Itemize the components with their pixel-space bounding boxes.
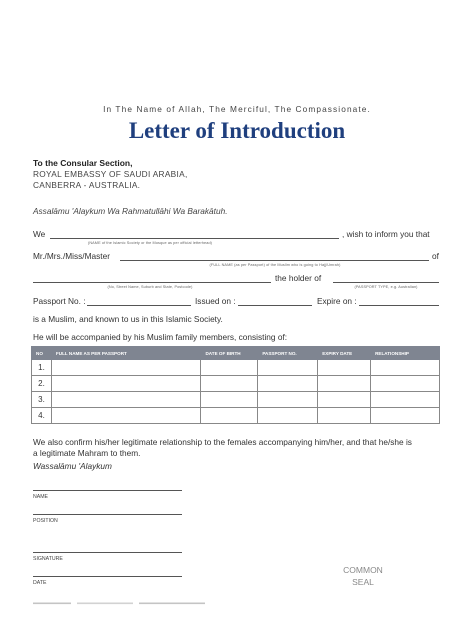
expiry-date-cell[interactable] — [318, 392, 371, 408]
expiry-date-cell[interactable] — [318, 376, 371, 392]
full-name-hint: (FULL NAME (as per Passport) of the Muslim who is going to Hajj/Umrah) — [209, 263, 341, 267]
row-number: 3. — [32, 392, 52, 408]
common-seal-line1: COMMON — [343, 565, 383, 575]
passport-no-cell[interactable] — [258, 376, 318, 392]
expiry-date-cell[interactable] — [318, 408, 371, 424]
closing-salutation: Wassalāmu 'Alaykum — [33, 461, 112, 471]
we-suffix: , wish to inform you that — [342, 229, 430, 239]
passport-no-cell[interactable] — [258, 360, 318, 376]
title-label: Mr./Mrs./Miss/Master — [33, 251, 110, 261]
row-number: 2. — [32, 376, 52, 392]
expire-on-field[interactable] — [359, 305, 439, 306]
footer-imprint-mark — [33, 601, 208, 606]
full-name-cell[interactable] — [51, 376, 201, 392]
page-title: Letter of Introduction — [128, 118, 346, 143]
society-name-hint: (NAME of the Islamic Society or the Mosque as per official letterhead) — [87, 241, 213, 245]
passport-no-field[interactable] — [87, 305, 191, 306]
muslim-statement: is a Muslim, and known to us in this Islamic Society. — [33, 314, 223, 324]
confirm-statement-line2: a legitimate Mahram to them. — [33, 448, 141, 458]
expiry-date-cell[interactable] — [318, 360, 371, 376]
position-field[interactable] — [33, 514, 182, 515]
table-header-row — [32, 347, 440, 360]
name-label: NAME — [33, 494, 48, 500]
holder-label: the holder of — [275, 273, 322, 283]
recipient-address-line1: ROYAL EMBASSY OF SAUDI ARABIA, — [33, 169, 188, 179]
date-of-birth-cell[interactable] — [201, 376, 258, 392]
col-header-full-name: FULL NAME AS PER PASSPORT — [51, 347, 201, 360]
greeting: Assalāmu 'Alaykum Wa Rahmatullāhi Wa Barakātuh. — [33, 206, 228, 216]
date-label: DATE — [33, 580, 47, 586]
date-of-birth-cell[interactable] — [201, 360, 258, 376]
address-field[interactable] — [33, 282, 271, 283]
issued-on-field[interactable] — [238, 305, 312, 306]
row-number: 1. — [32, 360, 52, 376]
name-field[interactable] — [33, 490, 182, 491]
full-name-cell[interactable] — [51, 408, 201, 424]
confirm-statement-line1: We also confirm his/her legitimate relationship to the females accompanying him/her, and that he/she is — [33, 437, 412, 447]
signature-field[interactable] — [33, 552, 182, 553]
passport-no-cell[interactable] — [258, 392, 318, 408]
passport-no-cell[interactable] — [258, 408, 318, 424]
common-seal-line2: SEAL — [352, 577, 374, 587]
address-hint: (No, Street Name, Suburb and State, Postcode) — [107, 285, 193, 289]
date-of-birth-cell[interactable] — [201, 408, 258, 424]
relationship-cell[interactable] — [371, 392, 440, 408]
society-name-field[interactable] — [50, 238, 339, 239]
position-label: POSITION — [33, 518, 58, 524]
signature-label: SIGNATURE — [33, 556, 63, 562]
of-label: of — [432, 251, 439, 261]
col-header-date-of-birth: DATE OF BIRTH — [201, 347, 258, 360]
passport-type-hint: (PASSPORT TYPE, e.g. Australian) — [354, 285, 418, 289]
col-header-relationship: RELATIONSHIP — [371, 347, 440, 360]
relationship-cell[interactable] — [371, 408, 440, 424]
date-field[interactable] — [33, 576, 182, 577]
family-members-table — [31, 346, 440, 424]
date-of-birth-cell[interactable] — [201, 392, 258, 408]
expire-on-label: Expire on : — [317, 296, 357, 306]
col-header-expiry-date: EXPIRY DATE — [318, 347, 371, 360]
full-name-cell[interactable] — [51, 392, 201, 408]
col-header-no: NO — [32, 347, 52, 360]
table-row — [32, 360, 440, 376]
issued-on-label: Issued on : — [195, 296, 236, 306]
full-name-cell[interactable] — [51, 360, 201, 376]
table-row — [32, 376, 440, 392]
bismillah-line: In The Name of Allah, The Merciful, The Compassionate. — [103, 104, 371, 114]
recipient-address-line2: CANBERRA - AUSTRALIA. — [33, 180, 141, 190]
relationship-cell[interactable] — [371, 376, 440, 392]
relationship-cell[interactable] — [371, 360, 440, 376]
table-row — [32, 408, 440, 424]
passport-no-label: Passport No. : — [33, 296, 86, 306]
full-name-field[interactable] — [120, 260, 429, 261]
recipient-heading: To the Consular Section, — [33, 158, 133, 168]
row-number: 4. — [32, 408, 52, 424]
table-row — [32, 392, 440, 408]
we-label: We — [33, 229, 46, 239]
accompanied-statement: He will be accompanied by his Muslim family members, consisting of: — [33, 332, 288, 342]
passport-type-field[interactable] — [333, 282, 439, 283]
col-header-passport-no: PASSPORT NO. — [258, 347, 318, 360]
